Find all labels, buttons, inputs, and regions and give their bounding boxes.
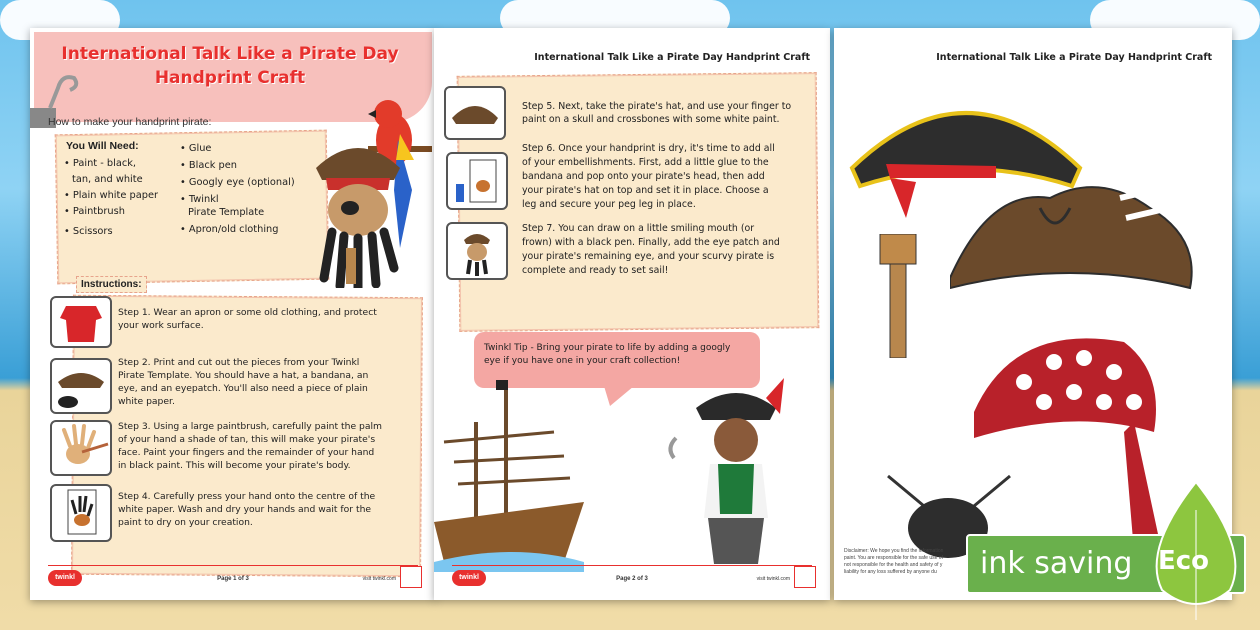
step-line: eye, and an eyepatch. You'll also need a piece of plain (118, 383, 368, 394)
step2-text (118, 356, 368, 408)
quality-seal-icon (400, 566, 422, 588)
template-hat-brown-icon (950, 178, 1200, 318)
step3-image (50, 420, 112, 476)
material-item: • Glue (180, 143, 212, 154)
material-item: • Plain white paper (64, 190, 158, 201)
worksheet-page-2 (434, 28, 830, 600)
pirate-ship-illustration (434, 372, 594, 572)
step1-text (118, 306, 377, 332)
step-line: of your embellishments. First, add a little glue to the (522, 157, 769, 168)
step-line: face. Paint your fingers and the remainder of your hand (118, 447, 375, 458)
disclaimer-line: Disclaimer: We hope you find the information (844, 548, 944, 554)
pirate-hat-icon (446, 88, 504, 138)
painted-hand-icon (52, 422, 110, 474)
step5-text (522, 100, 791, 126)
step-line: Pirate Template. You should have a hat, a bandana, an (118, 370, 369, 381)
twinkl-logo: twinkl (48, 570, 82, 586)
step-line: your pirate's remaining eye, and your scurvy pirate is (522, 251, 775, 262)
footer-divider (452, 565, 812, 566)
step-line: bandana and pop onto your pirate's head, then add (522, 171, 765, 182)
material-item: • Apron/old clothing (180, 224, 279, 235)
glue-and-handprint-icon (448, 154, 506, 208)
material-item: • Googly eye (optional) (180, 177, 295, 188)
visit-link[interactable]: visit twinkl.com (362, 576, 396, 582)
step-line: Step 6. Once your handprint is dry, it's time to add all (522, 143, 775, 154)
step-line: leg and secure your peg leg in place. (522, 199, 696, 210)
material-item: • Scissors (64, 226, 113, 237)
finished-pirate-icon (448, 224, 506, 278)
material-item: • Twinkl (180, 194, 219, 205)
visit-link[interactable]: visit twinkl.com (756, 576, 790, 582)
step-line: paint to dry on your creation. (118, 517, 253, 528)
page-header: International Talk Like a Pirate Day Handprint Craft (936, 52, 1212, 63)
step4-image (50, 484, 112, 542)
step-line: Step 3. Using a large paintbrush, carefully paint the palm (118, 421, 382, 432)
materials-right-list (180, 140, 295, 238)
disclaimer-line: paint. You are responsible for the safe use of (844, 555, 943, 561)
step-line: Step 1. Wear an apron or some old clothing, and protect (118, 307, 377, 318)
disclaimer-line: liability for any loss suffered by anyone du (844, 569, 937, 575)
twinkl-logo: twinkl (452, 570, 486, 586)
step-line: in black paint. This will become your pirate's body. (118, 460, 351, 471)
step-line: Step 4. Carefully press your hand onto the centre of the (118, 491, 376, 502)
page-number: Page 2 of 3 (616, 576, 648, 582)
page-footer (434, 564, 830, 590)
page-number: Page 1 of 3 (217, 576, 249, 582)
step-line: your pirate's hat on top and set it in place. Choose a (522, 185, 769, 196)
page-footer (30, 564, 436, 590)
quality-seal-icon (794, 566, 816, 588)
apron-icon (52, 298, 110, 346)
page-header: International Talk Like a Pirate Day Handprint Craft (534, 52, 810, 63)
materials-left-list (64, 156, 158, 240)
instructions-heading: Instructions: (76, 276, 147, 293)
speech-bubble-tail (604, 386, 634, 406)
materials-heading: You Will Need: (66, 140, 139, 152)
step-line: paint on a skull and crossbones with some white paint. (522, 114, 780, 125)
step-line: white paper. (118, 396, 175, 407)
material-item: • Black pen (180, 160, 237, 171)
step7-image (446, 222, 508, 280)
step2-image (50, 358, 112, 414)
step6-text (522, 142, 775, 212)
step-line: your work surface. (118, 320, 204, 331)
eco-tag: Eco (1158, 546, 1210, 576)
disclaimer-line: not responsible for the health and safety of y (844, 562, 943, 568)
step-line: frown) with a black pen. Finally, add the eye patch and (522, 237, 780, 248)
step4-text (118, 490, 375, 529)
material-item: Pirate Template (188, 207, 265, 218)
pirate-character-illustration (656, 368, 806, 568)
title-line-2: Handprint Craft (154, 68, 306, 88)
ink-saving-label: ink saving (980, 546, 1133, 581)
material-item: • Paint - black, (64, 158, 137, 169)
step-line: complete and ready to set sail! (522, 265, 669, 276)
step-line: Step 5. Next, take the pirate's hat, and use your finger to (522, 101, 792, 112)
step3-text (118, 420, 382, 472)
tip-line: eye if you have one in your craft collection! (484, 356, 681, 366)
tip-line: Twinkl Tip - Bring your pirate to life by adding a googly (484, 343, 731, 353)
step5-image (444, 86, 506, 140)
step1-image (50, 296, 112, 348)
step-line: of your hand a shade of tan, this will make your pirate's (118, 434, 376, 445)
step-line: Step 2. Print and cut out the pieces from your Twinkl (118, 357, 360, 368)
handprint-paper-icon (52, 486, 110, 540)
disclaimer-text (844, 548, 943, 576)
worksheet-page-1 (30, 28, 436, 600)
handprint-pirate-illustration (310, 128, 406, 288)
step7-text (522, 222, 780, 278)
step-line: Step 7. You can draw on a little smiling mouth (or (522, 223, 755, 234)
twinkl-tip-text (484, 342, 730, 368)
step6-image (446, 152, 508, 210)
pirate-template-icon (52, 360, 110, 412)
material-item: • Paintbrush (64, 206, 125, 217)
page-title (50, 42, 410, 90)
material-item: tan, and white (72, 174, 143, 185)
intro-text: How to make your handprint pirate: (48, 116, 212, 128)
title-line-1: International Talk Like a Pirate Day (61, 44, 399, 64)
template-peg-leg-icon (878, 234, 918, 358)
step-line: white paper. Wash and dry your hands and wait for the (118, 504, 372, 515)
